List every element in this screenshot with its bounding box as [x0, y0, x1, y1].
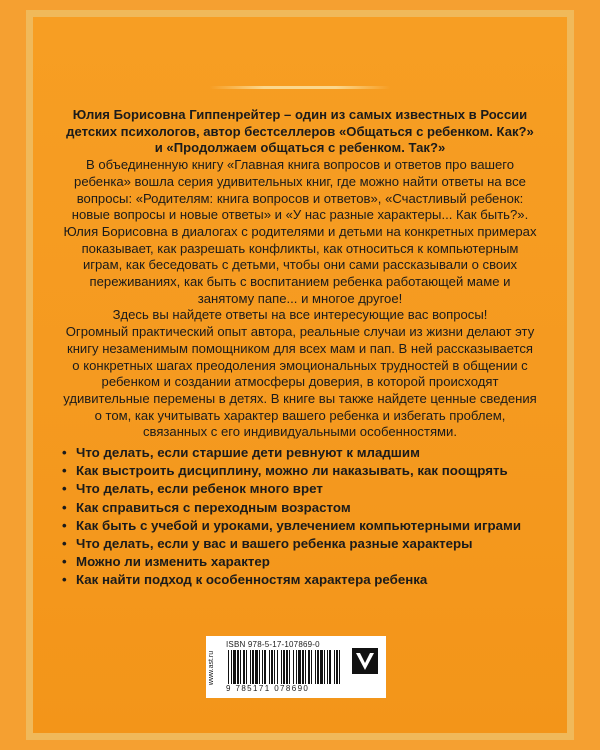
bullet-icon: • — [62, 517, 67, 533]
book-paragraph-1: В объединенную книгу «Главная книга вопросов и ответов про вашего ребенка» вошла серия удивительных книг, где можно найти ответы на все вопросы: «Родителям: книга вопросов и ответов», «Счастливый ребенок: новые вопросы и новые ответы» и «У нас разные характеры... Как быть?». — [71, 157, 529, 223]
book-paragraph-3: Здесь вы найдете ответы на все интересующие вас вопросы! — [112, 307, 488, 323]
bullet-icon: • — [62, 572, 67, 588]
publisher-site: www.ast.ru — [207, 650, 215, 686]
list-item — [62, 553, 542, 571]
topic-text: Как выстроить дисциплину, можно ли наказывать, как поощрять — [76, 463, 508, 479]
author-name: Юлия Борисовна Гиппенрейтер — [72, 107, 281, 122]
bullet-icon: • — [62, 445, 67, 460]
topic-text: Что делать, если старшие дети ревнуют к младшим — [76, 445, 420, 460]
topic-text: Как быть с учебой и уроками, увлечением компьютерными играми — [76, 517, 522, 533]
list-item — [62, 499, 542, 517]
bullet-icon: • — [62, 481, 67, 497]
book-paragraph-4: Огромный практический опыт автора, реальные случаи из жизни делают эту книгу незаменимым помощником для всех мам и пап. В ней рассказывается о конкретных шагах преодоления эмоциональных трудностей в общении с ребенком и создании атмосферы доверия, в которой происходят удивительные перемены в детях. В книге вы также найдете ценные сведения о том, как учитывать характер вашего ребенка и избегать проблем, связанных с его индивидуальными особенностями. — [63, 324, 537, 440]
list-item — [62, 462, 542, 480]
ean-number: 9 785171 078690 — [226, 684, 310, 693]
topic-text: Что делать, если у вас и вашего ребенка разные характеры — [76, 536, 473, 552]
list-item — [62, 444, 542, 462]
author-paragraph — [62, 107, 538, 157]
book-paragraph-2: Юлия Борисовна в диалогах с родителями и детьми на конкретных примерах показывает, как разрешать конфликты, как относиться к компьютерным играм, как беседовать с детьми, чтобы они сами рассказывали о своих переживаниях, как быть с воспитанием ребенка работающей маме и занятому папе... и многое другое! — [63, 223, 537, 306]
bullet-icon: • — [62, 536, 67, 552]
barcode-icon — [226, 650, 344, 684]
list-item — [62, 571, 542, 589]
author-description: – один из самых известных в России детских психологов, автор бестселлеров «Общаться с ребенком. Как?» и «Продолжаем общаться с ребенком. Так?» — [66, 107, 534, 156]
topic-text: Что делать, если ребенок много врет — [76, 481, 323, 497]
bullet-icon: • — [62, 499, 67, 515]
annotation-text — [62, 107, 538, 441]
list-item — [62, 517, 542, 535]
bullet-icon: • — [62, 463, 67, 479]
topics-list — [62, 444, 542, 590]
list-item — [62, 480, 542, 498]
topic-text: Как справиться с переходным возрастом — [76, 499, 351, 515]
list-item — [62, 535, 542, 553]
isbn-label: ISBN 978-5-17-107869-0 — [226, 640, 320, 649]
topic-text: Как найти подход к особенностям характера ребенка — [76, 572, 428, 588]
topic-text: Можно ли изменить характер — [76, 554, 270, 570]
publisher-logo-icon — [352, 648, 378, 674]
bullet-icon: • — [62, 554, 67, 570]
decorative-divider — [210, 86, 390, 89]
